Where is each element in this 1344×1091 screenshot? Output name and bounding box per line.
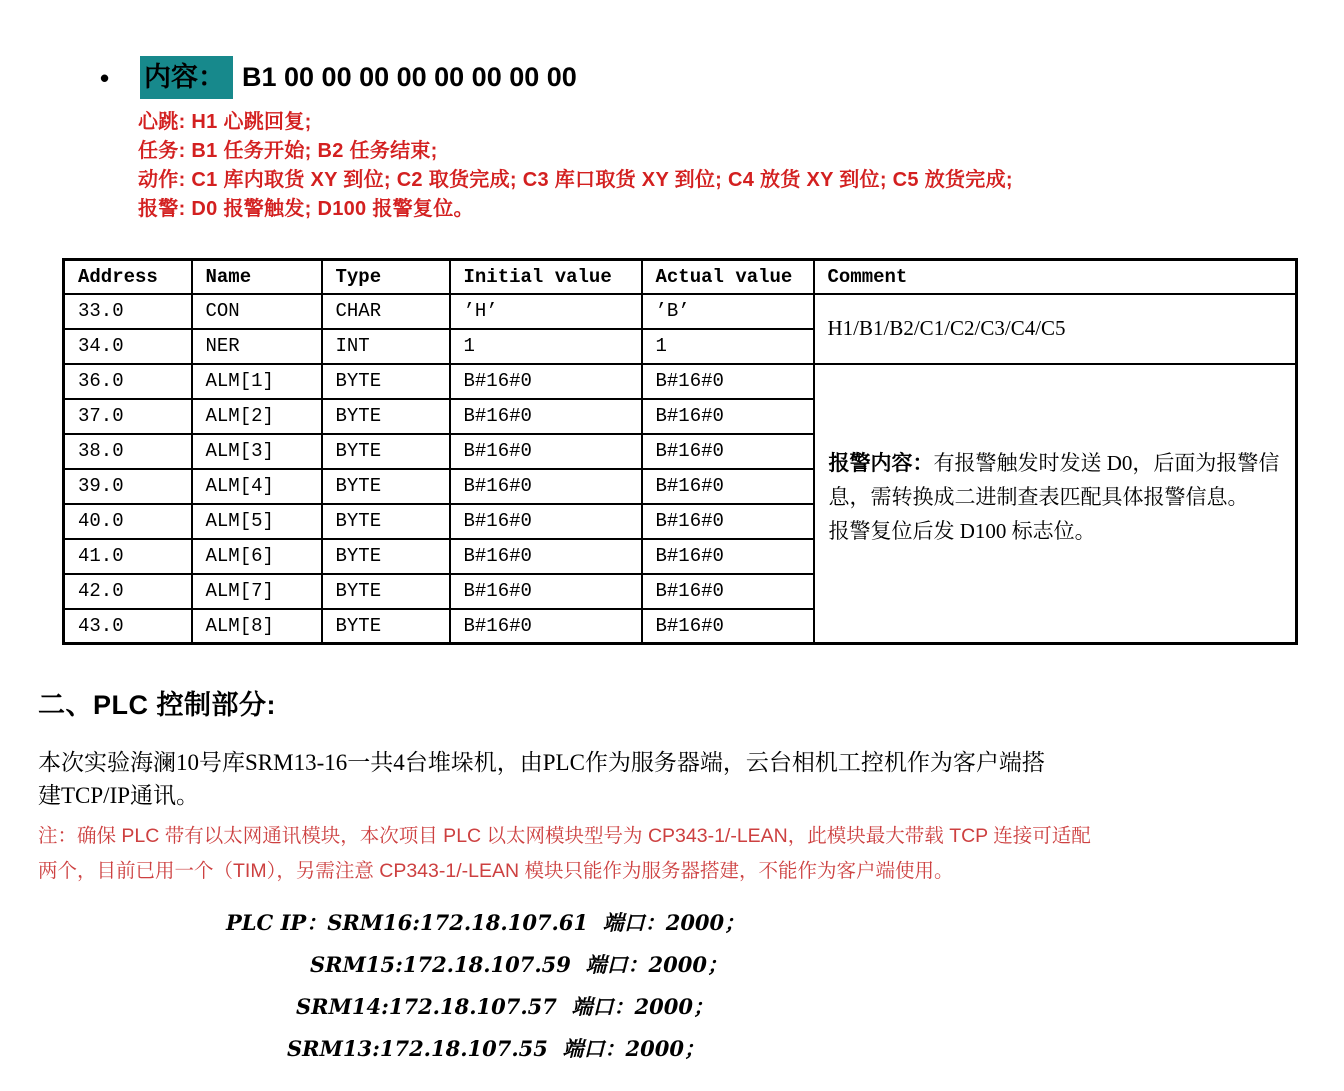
table-header-row — [64, 260, 1297, 294]
section-heading: 二、PLC 控制部分: — [38, 690, 276, 720]
cell-initial: B#16#0 — [450, 469, 642, 504]
cell-address: 34.0 — [64, 329, 192, 364]
alarm-comment-paragraph — [829, 446, 1286, 514]
col-header-name: Name — [192, 260, 322, 294]
alarm-comment-text2: 报警复位后发 D100 标志位。 — [828, 519, 1096, 544]
cell-type: BYTE — [322, 434, 450, 469]
red-note-alarm: 报警: D0 报警触发; D100 报警复位。 — [138, 198, 474, 220]
plc-ip-line-srm15: SRM15:172.18.107.59 端口：2000； — [310, 952, 728, 977]
cell-name: ALM[5] — [192, 504, 322, 539]
alarm-comment-text: 有报警触发时发送 D0，后面为报警信息，需转换成二进制查表匹配具体报警信息。 — [828, 451, 1280, 510]
cell-name: ALM[3] — [192, 434, 322, 469]
cell-address: 36.0 — [64, 364, 192, 399]
body-paragraph — [38, 746, 1314, 812]
alarm-comment — [828, 444, 1292, 562]
cell-initial: B#16#0 — [450, 504, 642, 539]
cell-name: ALM[6] — [192, 539, 322, 574]
col-header-address: Address — [64, 260, 192, 294]
cell-actual: ’B’ — [642, 294, 814, 329]
red-note-paragraph — [38, 819, 1314, 889]
cell-type: BYTE — [322, 399, 450, 434]
col-header-initial: Initial value — [450, 260, 642, 294]
cell-actual: B#16#0 — [642, 364, 814, 399]
cell-initial: B#16#0 — [450, 539, 642, 574]
cell-initial: B#16#0 — [450, 574, 642, 609]
cell-comment-alarm — [814, 364, 1297, 644]
cell-name: ALM[1] — [192, 364, 322, 399]
cell-actual: B#16#0 — [642, 434, 814, 469]
cell-actual: B#16#0 — [642, 609, 814, 644]
cell-type: CHAR — [322, 294, 450, 329]
cell-initial: B#16#0 — [450, 434, 642, 469]
cell-address: 40.0 — [64, 504, 192, 539]
body-line-2: 建TCP/IP通讯。 — [38, 783, 200, 808]
cell-address: 37.0 — [64, 399, 192, 434]
table-row — [64, 364, 1297, 399]
note-line-1: 注：确保 PLC 带有以太网通讯模块，本次项目 PLC 以太网模块型号为 CP343-1/-LEAN，此模块最大带载 TCP 连接可适配 — [38, 825, 1091, 847]
cell-initial: B#16#0 — [450, 399, 642, 434]
cell-initial: B#16#0 — [450, 609, 642, 644]
red-note-action: 动作: C1 库内取货 XY 到位; C2 取货完成; C3 库口取货 XY 到位; C4 放货 XY 到位; C5 放货完成; — [138, 169, 1013, 191]
cell-type: BYTE — [322, 574, 450, 609]
cell-name: CON — [192, 294, 322, 329]
col-header-type: Type — [322, 260, 450, 294]
cell-type: BYTE — [322, 469, 450, 504]
cell-initial: 1 — [450, 329, 642, 364]
red-note-heartbeat: 心跳: H1 心跳回复; — [138, 111, 312, 133]
cell-actual: B#16#0 — [642, 574, 814, 609]
cell-address: 33.0 — [64, 294, 192, 329]
cell-actual: B#16#0 — [642, 504, 814, 539]
plc-ip-list — [38, 911, 1314, 1061]
cell-type: BYTE — [322, 609, 450, 644]
cell-type: BYTE — [322, 364, 450, 399]
col-header-actual: Actual value — [642, 260, 814, 294]
cell-actual: 1 — [642, 329, 814, 364]
note-line-2: 两个，目前已用一个（TIM），另需注意 CP343-1/-LEAN 模块只能作为服务器搭建，不能作为客户端使用。 — [38, 860, 954, 882]
col-header-comment: Comment — [814, 260, 1297, 294]
cell-type: BYTE — [322, 539, 450, 574]
cell-initial: ’H’ — [450, 294, 642, 329]
plc-ip-line-srm13: SRM13:172.18.107.55 端口：2000； — [287, 1036, 705, 1061]
highlighted-label: 内容： — [140, 56, 233, 99]
alarm-comment-label: 报警内容： — [828, 451, 934, 476]
plc-ip-line-srm16: PLC IP：SRM16:172.18.107.61 端口：2000； — [226, 910, 746, 935]
cell-type: INT — [322, 329, 450, 364]
cell-name: ALM[4] — [192, 469, 322, 504]
cell-comment-con-ner: H1/B1/B2/C1/C2/C3/C4/C5 — [814, 294, 1297, 364]
cell-initial: B#16#0 — [450, 364, 642, 399]
cell-type: BYTE — [322, 504, 450, 539]
cell-actual: B#16#0 — [642, 469, 814, 504]
cell-address: 39.0 — [64, 469, 192, 504]
cell-name: ALM[2] — [192, 399, 322, 434]
plc-ip-line-srm14: SRM14:172.18.107.57 端口：2000； — [296, 994, 714, 1019]
red-note-task: 任务: B1 任务开始; B2 任务结束; — [138, 140, 438, 162]
bullet-item — [100, 56, 1314, 99]
cell-name: NER — [192, 329, 322, 364]
cell-address: 38.0 — [64, 434, 192, 469]
address-table — [62, 258, 1298, 645]
table-row — [64, 294, 1297, 329]
cell-address: 41.0 — [64, 539, 192, 574]
red-notes — [138, 108, 1314, 224]
bullet-value: B1 00 00 00 00 00 00 00 00 — [242, 62, 577, 92]
body-line-1: 本次实验海澜10号库SRM13-16一共4台堆垛机，由PLC作为服务器端，云台相机工控机作为客户端搭 — [38, 750, 1045, 775]
cell-address: 43.0 — [64, 609, 192, 644]
cell-actual: B#16#0 — [642, 539, 814, 574]
cell-actual: B#16#0 — [642, 399, 814, 434]
bullet-icon: • — [100, 62, 110, 93]
cell-name: ALM[7] — [192, 574, 322, 609]
cell-name: ALM[8] — [192, 609, 322, 644]
cell-address: 42.0 — [64, 574, 192, 609]
